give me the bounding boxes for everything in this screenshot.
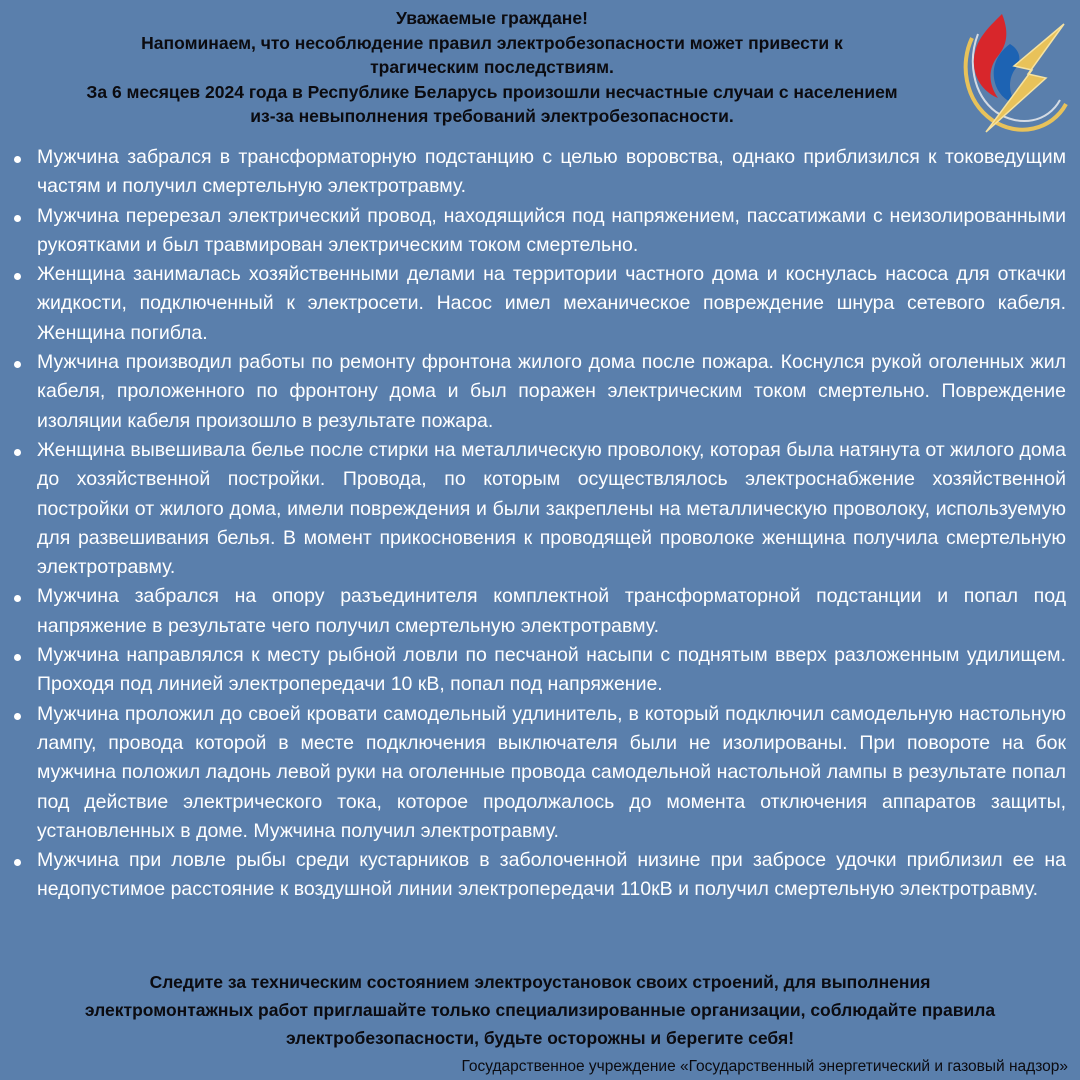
list-item [0,348,1080,436]
incident-text: Мужчина производил работы по ремонту фронтона жилого дома после пожара. Коснулся рукой оголенных жил кабеля, проложенного по фронтону дома и был поражен электрическим током смертельно. Повреждение изоляции кабеля произошло в результате пожара. [37,351,1066,432]
list-item [0,260,1080,348]
incident-text: Мужчина направлялся к месту рыбной ловли по песчаной насыпи с поднятым вверх разложенным удилищем. Проходя под линией электропередачи 10 кВ, попал под напряжение. [37,644,1066,696]
incident-text: Мужчина при ловле рыбы среди кустарников в заболоченной низине при забросе удочки приблизил ее на недопустимое расстояние к воздушной линии электропередачи 110кВ и получил смертельную электротравму. [37,849,1066,901]
incident-text: Мужчина забрался на опору разъединителя комплектной трансформаторной подстанции и попал под напряжение в результате чего получил смертельную электротравму. [37,585,1066,637]
list-item [0,436,1080,582]
safety-appeal [10,968,1070,1052]
bullet-icon [14,595,21,602]
warning-line-1: Напоминаем, что несоблюдение правил электробезопасности может привести к [141,32,843,53]
bullet-icon [14,156,21,163]
bullet-icon [14,859,21,866]
appeal-line-1: Следите за техническим состоянием электроустановок своих строений, для выполнения [149,972,931,992]
greeting: Уважаемые граждане! [396,8,588,28]
incident-text: Женщина вывешивала белье после стирки на металлическую проволоку, которая была натянута от жилого дома до хозяйственной постройки. Провода, по которым осуществлялось электроснабжение хозяйственной постройки от жилого дома, имели повреждения и были закреплены на металлическую проволоку, используемую для развешивания белья. В момент прикосновения к проводящей проволоке женщина получила смертельную электротравму. [37,438,1066,579]
warning-line-2: трагическим последствиям. [370,57,614,77]
appeal-line-2: электромонтажных работ приглашайте только специализированные организации, соблюдайте правила [84,1000,996,1020]
stats-line-1: За 6 месяцев 2024 года в Республике Беларусь произошли несчастные случаи с населением [86,81,898,102]
bullet-icon [14,361,21,368]
list-item [0,846,1080,905]
bullet-icon [14,713,21,720]
incident-text: Мужчина перерезал электрический провод, находящийся под напряжением, пассатижами с неизолированными рукоятками и был травмирован электрическим током смертельно. [37,204,1066,256]
incident-list [0,143,1080,905]
list-item [0,582,1080,641]
bullet-icon [14,654,21,661]
appeal-line-3: электробезопасности, будьте осторожны и берегите себя! [285,1028,795,1048]
bullet-icon [14,273,21,280]
lightning-flame-logo-icon [958,8,1070,140]
stats-line-2: из-за невыполнения требований электробезопасности. [250,106,734,126]
bullet-icon [14,215,21,222]
list-item [0,641,1080,700]
incident-text: Мужчина проложил до своей кровати самодельный удлинитель, в который подключил самодельную настольную лампу, провода которой в месте подключения выключателя были не изолированы. При повороте на бок мужчина положил ладонь левой руки на оголенные провода самодельной настольной лампы в результате попал под действие электрического тока, которое продолжалось до момента отключения аппаратов защиты, установленных в доме. Мужчина получил электротравму. [37,702,1066,842]
header [20,6,964,129]
organization-name: Государственное учреждение «Государственный энергетический и газовый надзор» [461,1058,1068,1075]
list-item [0,700,1080,846]
list-item [0,143,1080,202]
bullet-icon [14,449,21,456]
incident-text: Женщина занималась хозяйственными делами на территории частного дома и коснулась насоса для откачки жидкости, подключенный к электросети. Насос имел механическое повреждение шнура сетевого кабеля. Женщина погибла. [37,263,1066,344]
list-item [0,202,1080,261]
incident-text: Мужчина забрался в трансформаторную подстанцию с целью воровства, однако приблизился к токоведущим частям и получил смертельную электротравму. [37,146,1066,198]
